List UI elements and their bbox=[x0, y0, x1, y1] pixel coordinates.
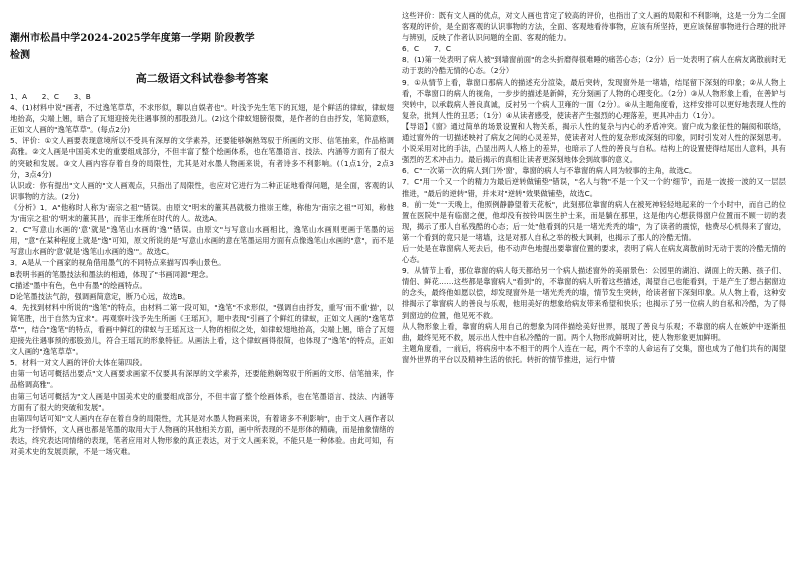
analysis-paragraph-2: 2．C"写意山水画的'意'就是"逸笔山水画的'逸'"错误。由原文"与写意山水画相比，逸笔山水画则更画于笔墨的运用，"意"在某种程度上就是"逸"可知，原文所说的是"写意山水画的意在笔墨运用方面有点像逸笔山水画的"意"，而不是写意山水画的'意'就是'逸笔山水画的逸'"。故选C。 bbox=[10, 225, 394, 257]
analysis-paragraph-3c: C描述"墨中有色，色中有墨"的绘画特点。 bbox=[10, 280, 147, 290]
analysis-paragraph-8b: 后一处是在靠窗病人死去后，他不动声色地提出要靠窗位置的要求，表明了病人在病友离散前时无动于衷的冷酷无情的心态。 bbox=[402, 243, 786, 265]
analysis-paragraph-7: 7．C"用一个又一个的精力为最后逆转做铺垫"错误，"名人与物"不是一个又一个的'细节'，而是一波接一波的又一层层推进，"最后的逆转"错，并未对"逆转"效果做铺垫，故选C。 bbox=[402, 177, 786, 198]
analysis-paragraph-5b: 由第三句话可概括为"文人画是中国美术史的重要组成部分，不但丰富了整个绘画体系，也在笔墨语言、技法、内涵等方面有了很大的突破和发展"。 bbox=[10, 391, 394, 412]
analysis-paragraph-9c: 主题角度看，一前后，将病房中本不相干的两个人连在一起，两个不幸的人命运有了交集，窗也成为了他们共有的渴望窗外世界的平台以及精神生活的依托。转折的情节推进，运行中情 bbox=[402, 343, 786, 364]
answer-line-1-3: 1、A 2、C 3、B bbox=[10, 92, 91, 101]
right-column bbox=[402, 10, 786, 558]
answer-paragraph-8: 8．(1)第一处表明了病人被"到墙窗前面"的念头折磨得很难睡的痛苦心态；（2分）后一处表明了病人在病友离散前时无动于衷的冷酷无情的心态。（2分） bbox=[402, 55, 786, 76]
answer-paragraph-5-note: 认识或：你有提出"文人画的"文人画观点，只指出了局限性，也应对它进行为二种正证地看得问题，是全面，客观的认识事物的方法。(2分) bbox=[10, 180, 394, 201]
analysis-paragraph-9b: 从人物形象上看，靠窗的病人用自己的想象为同伴描绘美好世界，展现了善良与乐观；不靠窗的病人在嫉妒中逐渐扭曲，最终见死不救，展示出人性中自私冷酷的一面。两个人物形成鲜明对比，使人物形象更加鲜明。 bbox=[402, 321, 786, 342]
document-subtitle: 高二级语文科试卷参考答案 bbox=[135, 72, 269, 85]
answer-line-6-7: 6．C 7．C bbox=[402, 44, 452, 54]
analysis-paragraph-5c: 由第四句话可知"文人画内在存在着自身的局限性，尤其是对水墨人物画来说，有着诸多不利影响"，由于文人画作者以此为一抒情怀，文人画也都是笔墨的取用大于人物画的其他相关方面，画中所表现的不是形体的精确，而是抽象情绪的表达，终究表达同情绪的表现，笔者应用对人物形象的真正表达，对于文人画来说，不能只是一种体验。由此可知，有对美术史的发展贡献，不是一场灾难。 bbox=[10, 413, 394, 456]
analysis-paragraph-5a: 由第一句话可概括出要点"文人画要求画家不仅要具有深厚的文学素养，还要能熟娴驾驭于所画的文形、信笔抽来，作品格调高雅"。 bbox=[10, 369, 394, 390]
analysis-paragraph-3a: 3．A是从一个画家的视角借用墨气的不同特点来描写四季山景色。 bbox=[10, 258, 226, 268]
analysis-paragraph-5-conclusion: 这些评价：既有文人画的优点，对文人画也肯定了较高的评价，也指出了文人画的局限和不利影响，这是一分为二全面客观的评价，是全面客观的认识事物的方法，全面、客观地看待事物，应该有所坚持，更应该保留事物进行合理的批评与辨别，反映了作者认识问题的全面、客观的能力。 bbox=[402, 11, 786, 43]
document-title-line2: 检测 bbox=[10, 50, 31, 61]
analysis-paragraph-8: 8．前一处"一天晚上，他照例静静望着天花板"，此刻那位靠窗的病人在被死神轻轻地起来的一个小时中，而自己的位置在医院中是有临窗之便，他却没有按铃叫医生护士来，而是躺在那里，这是他内心想获得窗户位置而不顾一切的表现，揭示了那人自私残酷的心态；后一处"他看到的只是一堵光秃秃的墙"，为了读者的震惊，他费尽心机得来了窗边，第一个看到的竟只是一堵墙，这是对那人自私之举的极大讽刺，也揭示了那人的冷酷无情。 bbox=[402, 199, 786, 242]
analysis-paragraph-9: 9．从情节上看，那位靠窗的病人每天都给另一个病人描述窗外的美丽景色：公园里的湖泊、湖面上的天鹅、孩子们、情侣、鲜花……这些都是靠窗病人"看到"的，不靠窗的病人听着这些描述，渴望自己也能看到，于是产生了想占据窗边的念头，最终他如愿以偿，却发现窗外是一堵光秃秃的墙，情节发生突转，给读者留下深刻印象。从人物上看，这种安排揭示了靠窗病人的善良与乐观，他用美好的想象给病友带来希望和快乐；也揭示了另一位病人的自私和冷酷，为了得到窗边的位置，他见死不救。 bbox=[402, 266, 786, 320]
analysis-paragraph-5: 5．材料一对文人画的评价大体在第四段。 bbox=[10, 358, 147, 368]
answer-paragraph-4: 4、(1)材料中说"画者，不过逸笔草草，不求形似，聊以自娱者也"。叶浅予先生笔下的瓦翅，是个鲜活的律蚁，律蚁翅地抬高，尖端上翘，暗合了瓦翅迎接先往遇事预的那股劲儿。(2)这个律蚁翅膀很微，是作者的自由抒发，笔简意赅，正如文人画的"逸笔草草"。(每点2分) bbox=[10, 103, 394, 135]
analysis-paragraph-4: 4．先找到材料中所说的"逸笔"的特点，由材料二第一段可知，"逸笔"不求形似，"强调自由抒发，重写'而不重'描'，以简笔胜，出于自然为宜求"。再观察叶浅予先生所画《王瑶瓦》，题中表现"引画了个鲜红的律蚁，正如文人画的"逸笔草草""，结合"逸笔"的特点，看画中鲜红的律蚁与王瑶瓦这一人物的相似之处，如律蚁翅地抬高，尖端上翘，暗合了瓦翅迎接先往遇事预的那股劲儿，符合王瑶瓦的形象特征。从画法上看，这个律蚁画得很简，也体现了"逸笔"的特点，正如文人画的"逸笔草草"。 bbox=[10, 302, 394, 357]
left-column bbox=[10, 10, 394, 558]
answer-paragraph-5: 5、评价：①文人画要表现意境所以不受具有深厚的文学素养，还要能够娴熟驾驭于所画的文形、信笔抽来，作品格调高雅。②文人画是中国美术史的重要组成部分，不但丰富了整个绘画体系，也在笔墨语言、技法、内涵等方面有了很大的突破和发展。③文人画内容存着自身的局限性，尤其是对水墨人物画来说，有者诗多不利影响。(（1点1分，2点3分，3点4分) bbox=[10, 136, 394, 179]
analysis-paragraph-3d: D论笔墨技法气韵，强调画简意定，断乃心远，故选B。 bbox=[10, 291, 190, 301]
document-title-line1: 潮州市松昌中学2024-2025学年度第一学期 阶段教学 bbox=[10, 33, 255, 44]
analysis-paragraph-6: 6．C"一次第一次的病人到门外'窗'，靠窗的病人与不靠窗的病人同为较事的主角，故选C。 bbox=[402, 166, 697, 176]
analysis-paragraph-3b: B表明书画的笔墨技法和墨法的相通，体现了"书画同源"理念。 bbox=[10, 269, 213, 279]
answer-paragraph-9: 9．①从情节上看，靠窗口那病人的描述充分渲染，最后突转，发现窗外是一堵墙，结尾留下深刻的印象；②从人物上看，不靠窗口的病人的视角，一步步的描述是新鲜，充分刻画了人物的心理变化。（2分）③从人物形象上看，在善妒与突转中，以承载病人善良真诚，反衬另一个病人卫雍的一面（2分）。④从主题角度看，这样安排可以更好地表现人性的复杂，批判人性的丑恶；（1分）④从读者感受，使读者产生强烈的心理落差，更具冲击力（1分）。 bbox=[402, 77, 786, 120]
guide-paragraph: 【导语】《窗》通过简单的场景设置和人物关系，揭示人性的复杂与内心的矛盾冲突。窗户成为象征性的隔阂和联络，通过窗外的一切描述映衬了病友之间的心灵差异，使读者对人性的复杂形成深刻的印象，同时引发对人性的深刻思考。小说采用对比的手法，凸显出两人人格上的差异，也暗示了人性的善良与自私。结构上的设置使得结尾出人意料，具有强烈的艺术冲击力。最后揭示的真相让读者更深刻地体会到故事的意义。 bbox=[402, 121, 786, 165]
analysis-paragraph-1: 《分析》1．A"他称时人称为'南宗之祖'"错误。由原文"明末的董其昌就极力推崇王维，称他为'南宗之祖'"可知，称他为'南宗之祖'的'明末的董其昌'，而非王维所在时代的人。故选A。 bbox=[10, 202, 394, 224]
